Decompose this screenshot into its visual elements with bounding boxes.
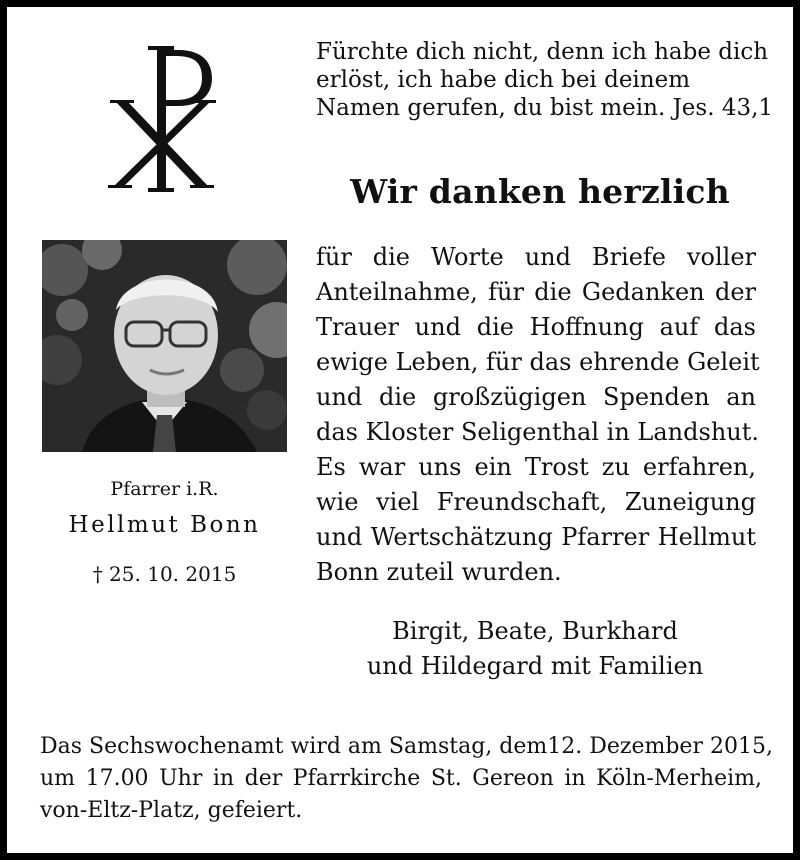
body-line: und die großzügigen Spenden an	[316, 383, 756, 411]
verse-line: erlöst, ich habe dich bei deinem	[316, 67, 691, 93]
mass-notice	[40, 731, 773, 827]
signature-line: und Hildegard mit Familien	[366, 652, 704, 680]
chi-rho-icon	[108, 40, 218, 200]
thank-you-text	[316, 240, 760, 590]
body-line: ewige Leben, für das ehrende Geleit	[316, 348, 760, 376]
body-line: und Wertschätzung Pfarrer Hellmut	[316, 523, 756, 551]
body-line: Anteilnahme, für die Gedanken der	[316, 278, 756, 306]
verse-line: Fürchte dich nicht, denn ich habe dich	[316, 39, 769, 65]
bible-verse	[316, 38, 776, 122]
body-line: das Kloster Seligenthal in Landshut.	[316, 418, 760, 446]
signature-block	[340, 614, 730, 684]
body-line: für die Worte und Briefe voller	[316, 243, 756, 271]
notice-line: von-Eltz-Platz, gefeiert.	[40, 798, 303, 823]
notice-line: Das Sechswochenamt wird am Samstag, dem12. Dezember 2015,	[40, 734, 773, 759]
body-line: Bonn zuteil wurden.	[316, 558, 562, 586]
body-line: wie viel Freundschaft, Zuneigung	[316, 488, 756, 516]
notice-line: um 17.00 Uhr in der Pfarrkirche St. Gereon in Köln-Merheim,	[40, 766, 762, 791]
signature-line: Birgit, Beate, Burkhard	[392, 617, 678, 645]
verse-line: Namen gerufen, du bist mein. Jes. 43,1	[316, 95, 774, 121]
death-date: † 25. 10. 2015	[92, 562, 237, 586]
page-title: Wir danken herzlich	[350, 172, 730, 211]
body-line: Es war uns ein Trost zu erfahren,	[316, 453, 756, 481]
portrait-photo	[42, 240, 287, 452]
body-line: Trauer und die Hoffnung auf das	[316, 313, 756, 341]
deceased-title: Pfarrer i.R.	[110, 478, 219, 500]
deceased-name: Hellmut Bonn	[68, 512, 261, 538]
